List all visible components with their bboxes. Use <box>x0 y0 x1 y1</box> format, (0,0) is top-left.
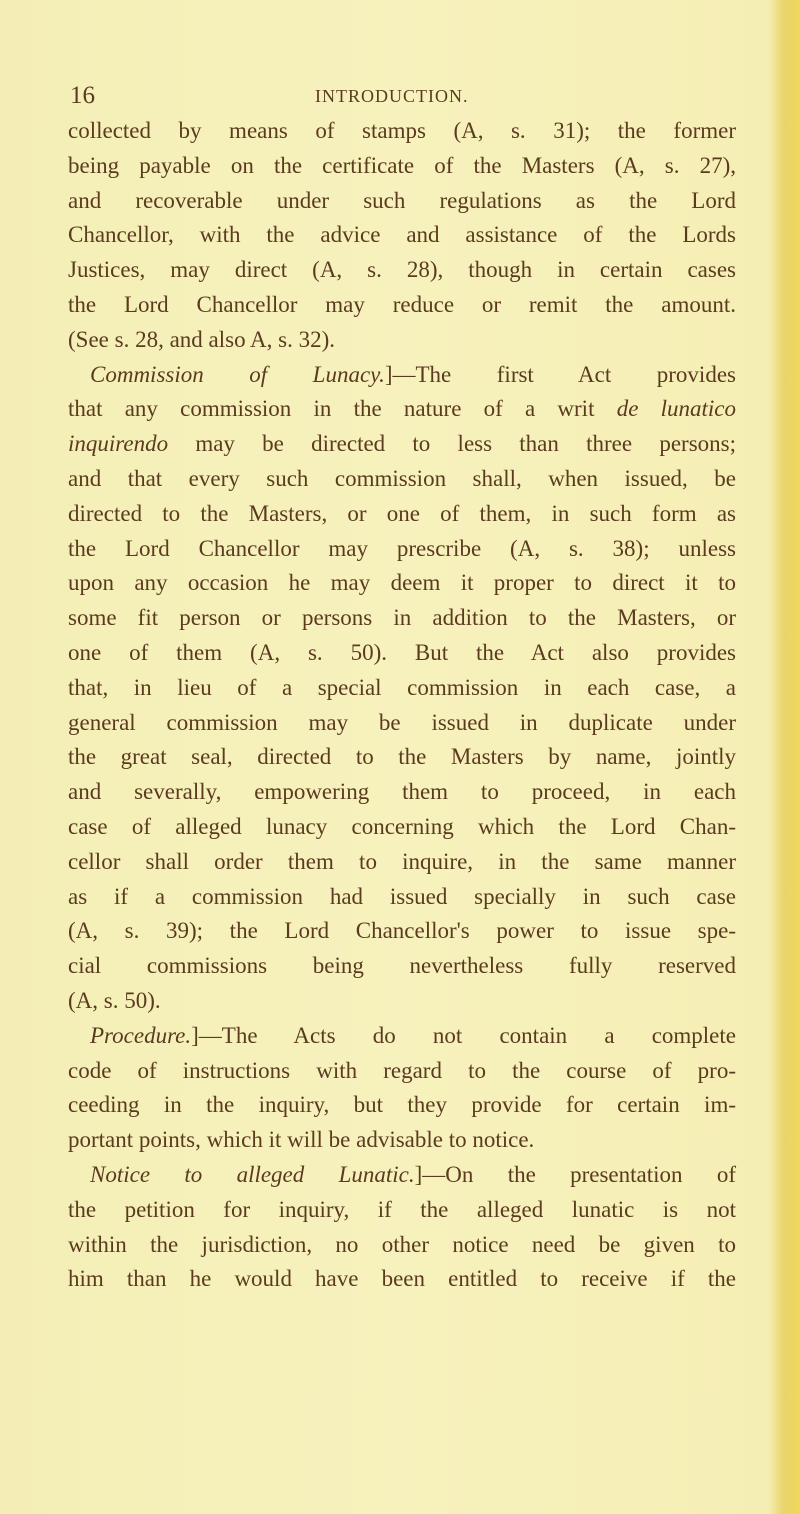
italic-heading: Commission of Lunacy. <box>90 361 385 387</box>
line-text: one of them (A, s. 50). But the Act also provides <box>68 639 736 665</box>
text-line <box>68 114 736 149</box>
line-text: the Lord Chancellor may prescribe (A, s. 38); unless <box>68 535 736 561</box>
text-line <box>68 462 736 497</box>
line-text: ]—On the presentation of <box>414 1161 736 1187</box>
line-text: that, in lieu of a special commission in each case, a <box>68 674 736 700</box>
line-text: the petition for inquiry, if the alleged lunatic is not <box>68 1196 736 1222</box>
text-line <box>68 636 736 671</box>
line-text: within the jurisdiction, no other notice need be given to <box>68 1231 736 1257</box>
text-line <box>68 184 736 219</box>
line-text: and that every such commission shall, when issued, be <box>68 465 736 491</box>
line-text: collected by means of stamps (A, s. 31); the former <box>68 118 736 143</box>
text-line <box>68 1158 736 1193</box>
line-text: Justices, may direct (A, s. 28), though in certain cases <box>68 257 736 283</box>
line-text: portant points, which it will be advisable to notice. <box>68 1127 535 1153</box>
text-line <box>68 984 736 1019</box>
text-line <box>68 566 736 601</box>
text-line <box>68 880 736 915</box>
page-body-text <box>68 114 736 1297</box>
text-line <box>68 253 736 288</box>
text-line <box>68 671 736 706</box>
text-line <box>68 1054 736 1089</box>
line-text: general commission may be issued in duplicate under <box>68 709 736 735</box>
line-text: upon any occasion he may deem it proper to direct it to <box>68 570 736 596</box>
text-line <box>68 1262 736 1297</box>
text-line <box>68 1123 736 1158</box>
text-line <box>68 949 736 984</box>
line-text: (A, s. 50). <box>68 987 161 1013</box>
line-text: code of instructions with regard to the course of pro- <box>68 1057 736 1083</box>
line-text: some fit person or persons in addition to the Masters, or <box>68 605 736 631</box>
text-line <box>68 1088 736 1123</box>
line-text: cellor shall order them to inquire, in the same manner <box>68 848 736 874</box>
line-text: the great seal, directed to the Masters by name, jointly <box>68 744 736 770</box>
text-line <box>68 358 736 393</box>
text-line <box>68 288 736 323</box>
line-text: case of alleged lunacy concerning which the Lord Chan- <box>68 813 736 839</box>
text-line <box>68 497 736 532</box>
text-line <box>68 845 736 880</box>
italic-phrase: de lunatico <box>616 396 736 422</box>
italic-heading: inquirendo <box>68 431 169 457</box>
text-line <box>68 149 736 184</box>
text-line <box>68 392 736 427</box>
line-text: as if a commission had issued specially in such case <box>68 883 736 909</box>
text-line <box>68 1193 736 1228</box>
line-text: ]—The Acts do not contain a complete <box>191 1022 736 1048</box>
text-line <box>68 218 736 253</box>
text-line <box>68 775 736 810</box>
line-text: may be directed to less than three persons; <box>168 431 736 457</box>
text-line <box>68 427 736 462</box>
line-text: ]—The first Act provides <box>384 361 736 387</box>
line-text: him than he would have been entitled to receive if the <box>68 1266 736 1292</box>
page-header <box>70 82 735 112</box>
line-text: and severally, empowering them to proceed, in each <box>68 779 736 805</box>
line-text: (A, s. 39); the Lord Chancellor's power to issue spe- <box>68 918 736 944</box>
text-line <box>68 810 736 845</box>
page-number: 16 <box>70 82 95 109</box>
line-text: directed to the Masters, or one of them, in such form as <box>68 500 736 526</box>
text-line <box>68 532 736 567</box>
line-text: that any commission in the nature of a writ <box>68 396 617 422</box>
text-line <box>68 1019 736 1054</box>
line-text: cial commissions being nevertheless fully reserved <box>68 953 736 979</box>
line-text: the Lord Chancellor may reduce or remit the amount. <box>68 291 736 317</box>
text-line <box>68 1228 736 1263</box>
text-line <box>68 914 736 949</box>
text-line <box>68 601 736 636</box>
running-title: INTRODUCTION. <box>315 86 469 106</box>
line-text: ceeding in the inquiry, but they provide for certain im- <box>68 1092 736 1118</box>
italic-heading: Notice to alleged Lunatic. <box>90 1161 415 1187</box>
line-text: (See s. 28, and also A, s. 32). <box>68 326 336 352</box>
text-line <box>68 740 736 775</box>
line-text: and recoverable under such regulations as the Lord <box>68 187 736 213</box>
line-text: Chancellor, with the advice and assistance of the Lords <box>68 222 736 248</box>
text-line <box>68 323 736 358</box>
text-line <box>68 706 736 741</box>
line-text: being payable on the certificate of the Masters (A, s. 27), <box>68 152 736 178</box>
italic-heading: Procedure. <box>90 1022 192 1048</box>
